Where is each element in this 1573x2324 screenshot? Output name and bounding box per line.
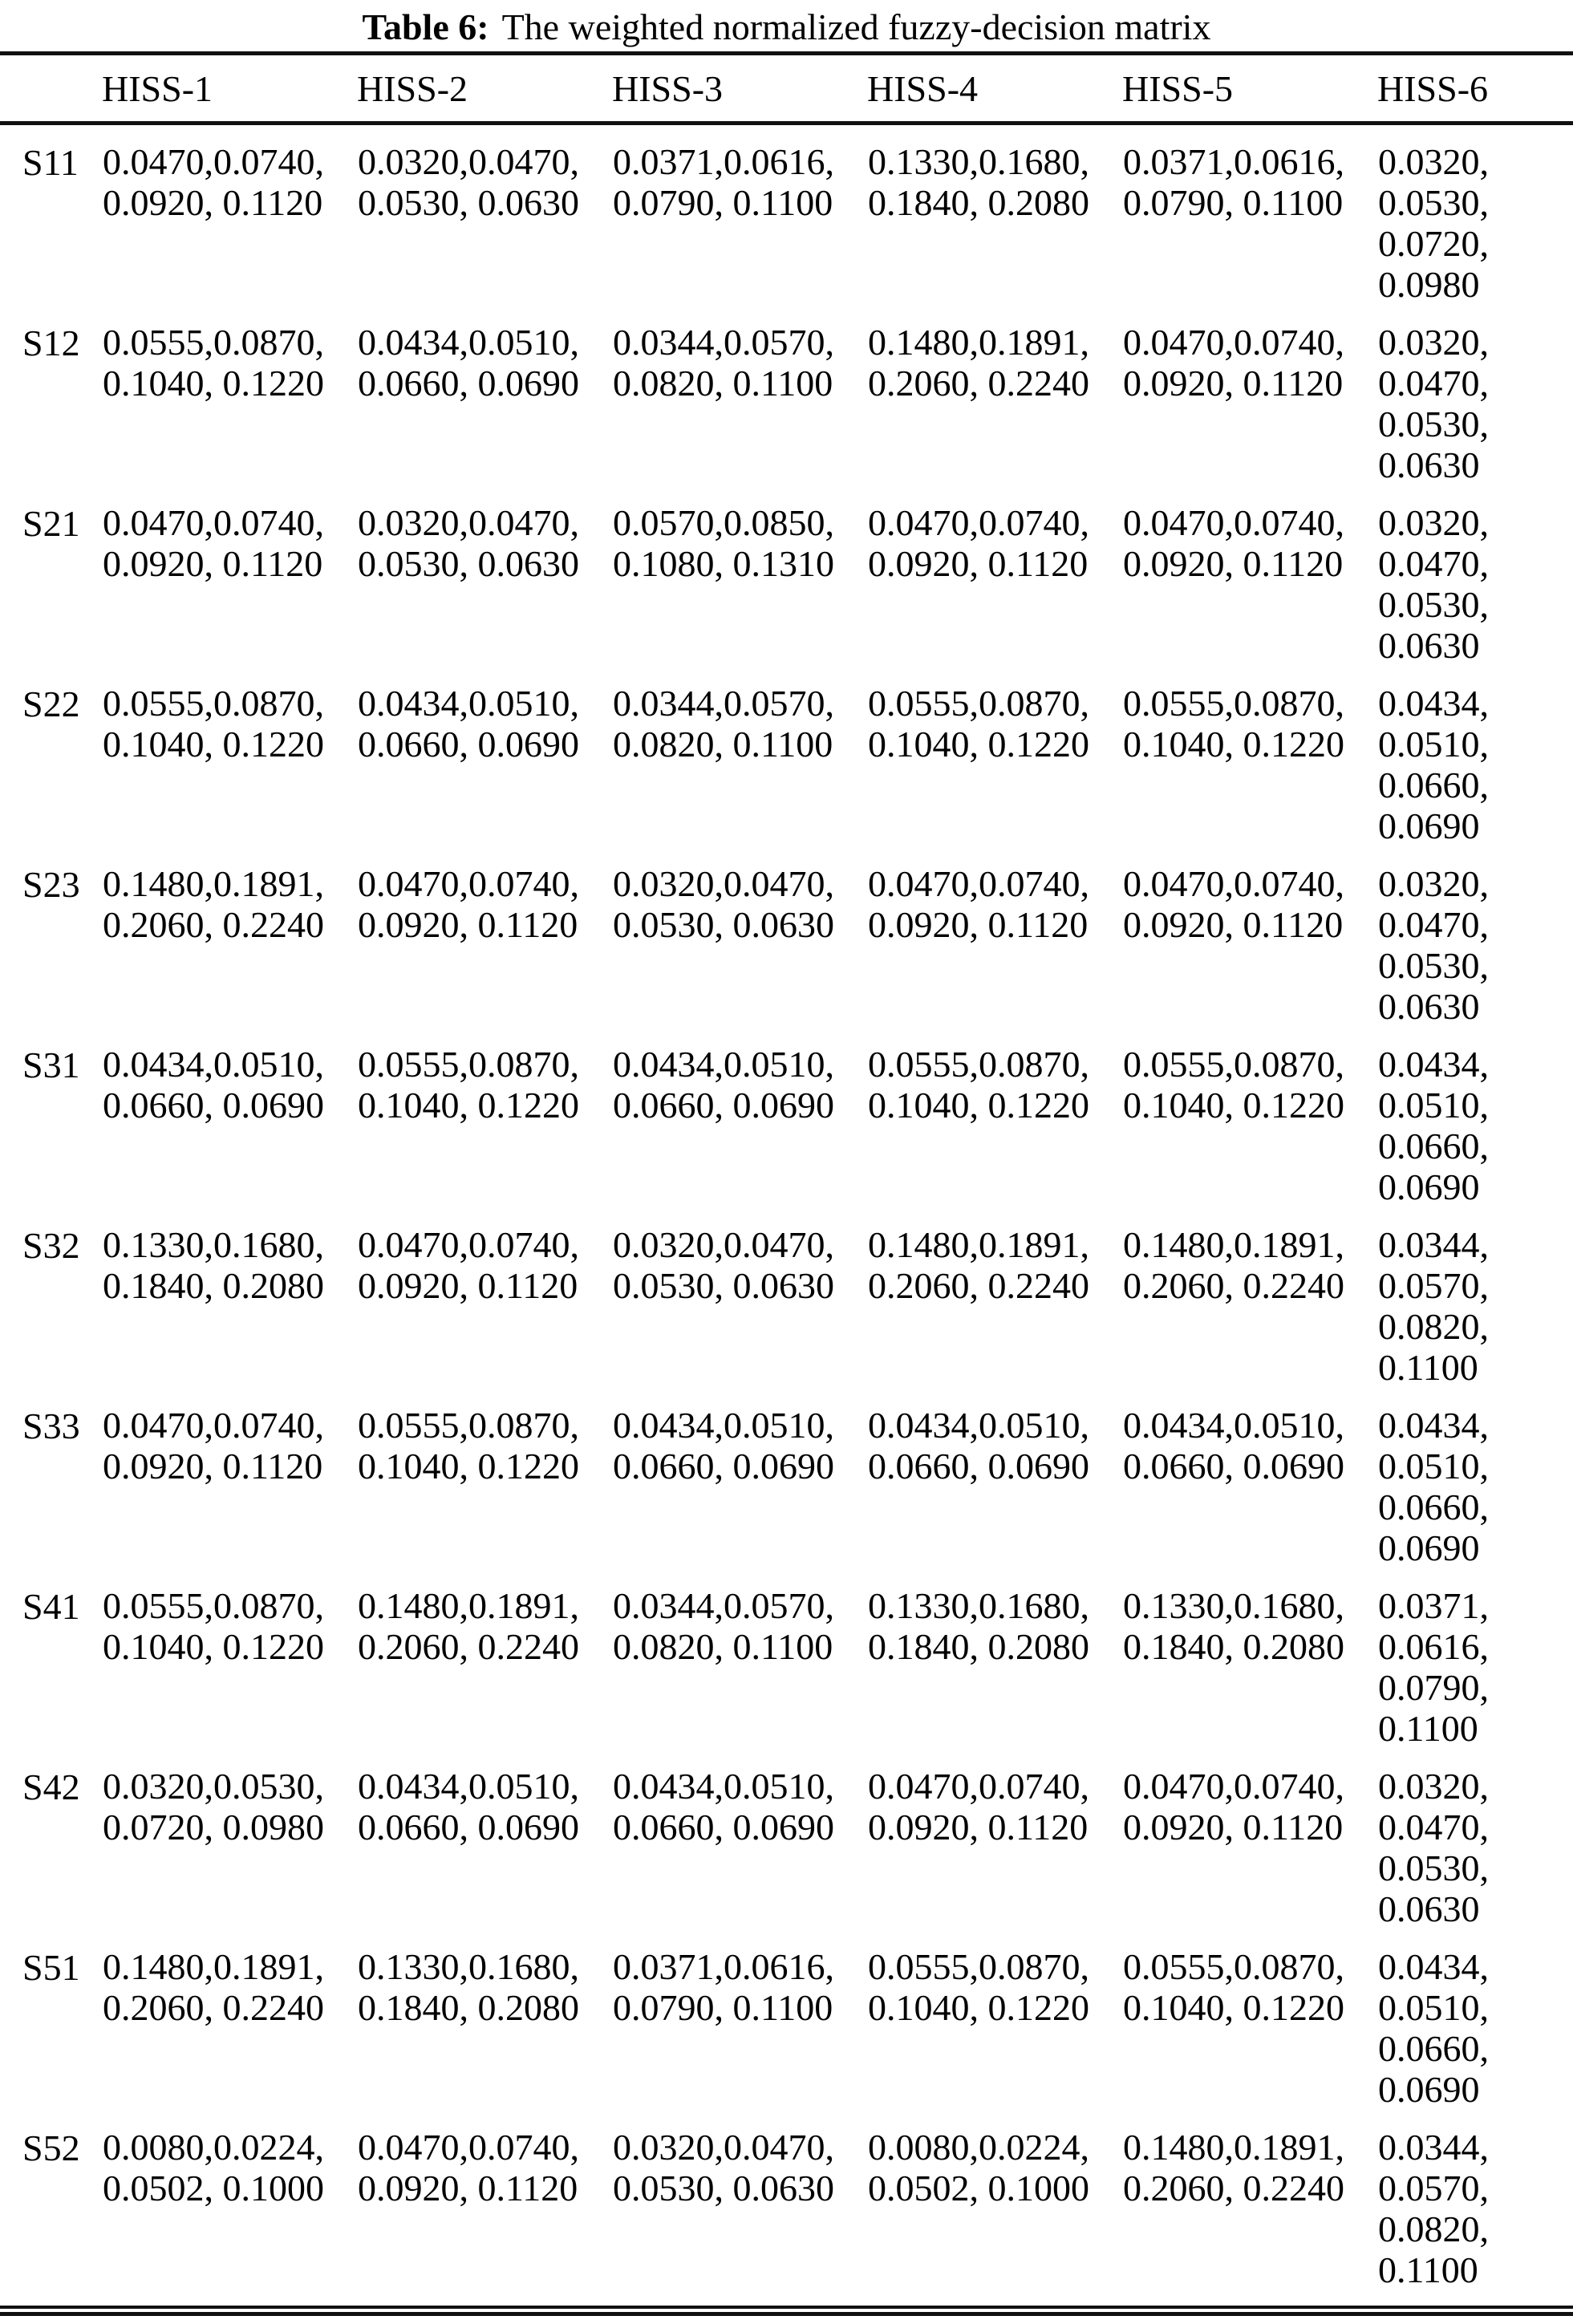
cell-line: 0.0434, [1378,1044,1489,1085]
matrix-cell [612,486,867,667]
cell-line: 0.1840, 0.2080 [1123,1626,1344,1667]
cell-line: 0.0820, 0.1100 [613,1626,833,1667]
cell-line: 0.1840, 0.2080 [868,182,1089,223]
cell-line: 0.0530, 0.0630 [613,1265,834,1306]
cell-line: 0.1040, 0.1220 [868,1085,1089,1125]
cell-line: 0.0510, [1378,1987,1489,2028]
matrix-cell [867,1750,1122,1930]
cell-line: 0.1040, 0.1220 [1123,724,1344,765]
cell-line: 0.1040, 0.1220 [358,1446,579,1486]
cell-line: 0.0470,0.0740, [358,1224,579,1265]
cell-line: 0.0920, 0.1120 [103,182,323,223]
cell-line: 0.0530, [1378,1847,1489,1888]
matrix-cell [102,1208,357,1389]
header-row [0,54,1573,124]
cell-line: 0.0660, 0.0690 [868,1446,1089,1486]
cell-line: 0.0320, [1378,1766,1489,1807]
cell-line: 0.0660, 0.0690 [613,1446,834,1486]
matrix-cell [357,1569,612,1750]
table-row [0,1208,1573,1389]
matrix-cell [1377,486,1573,667]
cell-line: 0.1480,0.1891, [1123,2127,1344,2168]
matrix-cell [357,1028,612,1208]
row-label: S41 [22,1586,80,1627]
cell-line: 0.1330,0.1680, [358,1946,579,1987]
cell-line: 0.0371, [1378,1585,1489,1626]
matrix-cell [1122,1028,1377,1208]
cell-line: 0.1040, 0.1220 [358,1085,579,1125]
cell-line: 0.0530, [1378,404,1489,444]
matrix-cell [867,667,1122,847]
table-row [0,2111,1573,2291]
cell-line: 0.0470,0.0740, [103,141,324,182]
cell-line: 0.0660, 0.0690 [103,1085,324,1125]
cell-line: 0.0434,0.0510, [358,1766,579,1807]
cell-line: 0.1330,0.1680, [868,1585,1089,1626]
cell-line: 0.0344,0.0570, [613,683,834,724]
matrix-cell [102,667,357,847]
matrix-cell [357,1208,612,1389]
matrix-cell [1122,1569,1377,1750]
cell-line: 0.0660, 0.0690 [613,1807,834,1847]
matrix-cell [612,1389,867,1569]
cell-line: 0.0470,0.0740, [358,863,579,904]
cell-line: 0.0660, 0.0690 [1123,1446,1344,1486]
cell-line: 0.2060, 0.2240 [103,1987,324,2028]
cell-line: 0.0434,0.0510, [358,322,579,363]
matrix-cell [867,1930,1122,2111]
row-label: S32 [22,1225,80,1266]
cell-line: 0.0690 [1378,2069,1480,2110]
cell-line: 0.0690 [1378,1166,1480,1207]
matrix-cell [612,847,867,1028]
cell-line: 0.0320, [1378,322,1489,363]
cell-line: 0.0470,0.0740, [103,1405,324,1446]
cell-line: 0.0510, [1378,1085,1489,1125]
cell-line: 0.0920, 0.1120 [1123,1807,1344,1847]
table-row [0,124,1573,306]
cell-line: 0.0470, [1378,363,1489,404]
cell-line: 0.0570,0.0850, [613,502,834,543]
cell-line: 0.1330,0.1680, [868,141,1089,182]
cell-line: 0.1840, 0.2080 [868,1626,1089,1667]
matrix-cell [102,847,357,1028]
cell-line: 0.0660, [1378,1486,1489,1527]
cell-line: 0.0434,0.0510, [613,1405,834,1446]
matrix-cell [1377,1389,1573,1569]
cell-line: 0.0690 [1378,805,1480,846]
matrix-cell [612,1930,867,2111]
cell-line: 0.1040, 0.1220 [103,363,324,404]
table-row [0,486,1573,667]
matrix-cell [357,667,612,847]
cell-line: 0.0470, [1378,543,1489,584]
cell-line: 0.0920, 0.1120 [358,1265,578,1306]
cell-line: 0.0470,0.0740, [1123,502,1344,543]
column-header: HISS-6 [1377,54,1573,124]
cell-line: 0.1040, 0.1220 [868,1987,1089,2028]
cell-line: 0.0820, 0.1100 [613,363,833,404]
cell-line: 0.0470,0.0740, [103,502,324,543]
matrix-cell [102,306,357,486]
table-caption-text: The weighted normalized fuzzy-decision matrix [501,6,1211,47]
cell-line: 0.0530, 0.0630 [358,182,579,223]
cell-line: 0.0434,0.0510, [103,1044,324,1085]
cell-line: 0.0555,0.0870, [358,1044,579,1085]
matrix-cell [1122,2111,1377,2291]
cell-line: 0.0080,0.0224, [868,2127,1089,2168]
column-header: HISS-2 [357,54,612,124]
cell-line: 0.0434, [1378,683,1489,724]
cell-line: 0.0920, 0.1120 [868,543,1089,584]
row-label: S22 [22,683,80,724]
row-label: S42 [22,1766,80,1807]
cell-line: 0.0790, 0.1100 [613,1987,833,2028]
cell-line: 0.0502, 0.1000 [103,2168,324,2208]
cell-line: 0.0790, 0.1100 [1123,182,1344,223]
matrix-cell [102,1569,357,1750]
fuzzy-decision-matrix-table [0,51,1573,2291]
cell-line: 0.0660, [1378,1125,1489,1166]
matrix-cell [357,847,612,1028]
cell-line: 0.0555,0.0870, [358,1405,579,1446]
bottom-double-rule [0,2306,1573,2316]
cell-line: 0.0470,0.0740, [868,502,1089,543]
cell-line: 0.0920, 0.1120 [358,2168,578,2208]
column-header: HISS-5 [1122,54,1377,124]
cell-line: 0.0820, [1378,2208,1489,2249]
cell-line: 0.1840, 0.2080 [103,1265,324,1306]
cell-line: 0.0555,0.0870, [1123,1044,1344,1085]
cell-line: 0.0344,0.0570, [613,1585,834,1626]
cell-line: 0.1480,0.1891, [358,1585,579,1626]
cell-line: 0.0720, [1378,223,1489,264]
table-row [0,1930,1573,2111]
matrix-cell [102,1028,357,1208]
matrix-cell [102,124,357,306]
matrix-cell [357,1750,612,1930]
cell-line: 0.0555,0.0870, [868,683,1089,724]
cell-line: 0.0434, [1378,1946,1489,1987]
cell-line: 0.0344,0.0570, [613,322,834,363]
cell-line: 0.1040, 0.1220 [1123,1085,1344,1125]
cell-line: 0.0980 [1378,264,1480,305]
cell-line: 0.0320,0.0530, [103,1766,324,1807]
matrix-cell [612,1028,867,1208]
matrix-cell [867,1028,1122,1208]
row-label: S51 [22,1947,80,1988]
matrix-cell [1122,1930,1377,2111]
matrix-cell [1377,2111,1573,2291]
cell-line: 0.0320,0.0470, [613,863,834,904]
cell-line: 0.0630 [1378,444,1480,485]
matrix-cell [357,306,612,486]
matrix-cell [1122,306,1377,486]
matrix-cell [1377,124,1573,306]
cell-line: 0.0570, [1378,1265,1489,1306]
cell-line: 0.0790, [1378,1667,1489,1708]
cell-line: 0.0660, 0.0690 [358,1807,579,1847]
cell-line: 0.0320,0.0470, [613,1224,834,1265]
matrix-cell [357,1389,612,1569]
cell-line: 0.0530, [1378,945,1489,986]
table-caption [0,0,1573,51]
cell-line: 0.0630 [1378,625,1480,666]
cell-line: 0.1100 [1378,1347,1478,1388]
row-label: S12 [22,322,80,363]
matrix-cell [867,1569,1122,1750]
cell-line: 0.0660, 0.0690 [358,363,579,404]
cell-line: 0.0790, 0.1100 [613,182,833,223]
cell-line: 0.0555,0.0870, [103,322,324,363]
cell-line: 0.0434,0.0510, [868,1405,1089,1446]
cell-line: 0.1480,0.1891, [103,863,324,904]
cell-line: 0.1100 [1378,1708,1478,1749]
table-row [0,1750,1573,1930]
matrix-cell [867,124,1122,306]
cell-line: 0.0555,0.0870, [103,683,324,724]
matrix-cell [612,306,867,486]
cell-line: 0.0371,0.0616, [613,1946,834,1987]
cell-line: 0.0470,0.0740, [868,863,1089,904]
cell-line: 0.0555,0.0870, [103,1585,324,1626]
row-label: S23 [22,864,80,905]
cell-line: 0.2060, 0.2240 [868,1265,1089,1306]
matrix-cell [1377,847,1573,1028]
cell-line: 0.0920, 0.1120 [103,1446,323,1486]
matrix-cell [1122,124,1377,306]
cell-line: 0.0434, [1378,1405,1489,1446]
row-label: S11 [22,142,79,183]
matrix-cell [1122,1750,1377,1930]
cell-line: 0.1100 [1378,2249,1478,2290]
matrix-cell [357,1930,612,2111]
cell-line: 0.0470,0.0740, [1123,1766,1344,1807]
cell-line: 0.1080, 0.1310 [613,543,834,584]
cell-line: 0.1040, 0.1220 [103,1626,324,1667]
matrix-cell [1377,1569,1573,1750]
column-header: HISS-3 [612,54,867,124]
cell-line: 0.0820, 0.1100 [613,724,833,765]
matrix-cell [1377,1208,1573,1389]
cell-line: 0.0320,0.0470, [358,502,579,543]
cell-line: 0.0920, 0.1120 [103,543,323,584]
cell-line: 0.0434,0.0510, [1123,1405,1344,1446]
cell-line: 0.0510, [1378,1446,1489,1486]
cell-line: 0.0470, [1378,904,1489,945]
cell-line: 0.0555,0.0870, [868,1946,1089,1987]
cell-line: 0.2060, 0.2240 [1123,2168,1344,2208]
table-row [0,1569,1573,1750]
row-label: S33 [22,1405,80,1446]
matrix-cell [867,2111,1122,2291]
matrix-cell [102,1389,357,1569]
matrix-cell [867,1208,1122,1389]
row-label: S21 [22,503,80,544]
matrix-cell [1122,1208,1377,1389]
cell-line: 0.0530, [1378,182,1489,223]
table-row [0,1028,1573,1208]
matrix-cell [612,1208,867,1389]
matrix-cell [357,124,612,306]
cell-line: 0.0530, 0.0630 [358,543,579,584]
cell-line: 0.0470,0.0740, [1123,322,1344,363]
matrix-cell [867,486,1122,667]
matrix-cell [612,2111,867,2291]
table-row [0,306,1573,486]
cell-line: 0.0344, [1378,1224,1489,1265]
row-label: S31 [22,1044,80,1085]
cell-line: 0.0080,0.0224, [103,2127,324,2168]
cell-line: 0.0555,0.0870, [868,1044,1089,1085]
cell-line: 0.1480,0.1891, [868,1224,1089,1265]
cell-line: 0.0920, 0.1120 [868,904,1089,945]
cell-line: 0.0555,0.0870, [1123,1946,1344,1987]
matrix-cell [1122,667,1377,847]
cell-line: 0.0690 [1378,1527,1480,1568]
matrix-cell [1122,1389,1377,1569]
matrix-cell [1377,1930,1573,2111]
cell-line: 0.0920, 0.1120 [868,1807,1089,1847]
cell-line: 0.0660, 0.0690 [613,1085,834,1125]
cell-line: 0.0371,0.0616, [613,141,834,182]
cell-line: 0.0320,0.0470, [358,141,579,182]
cell-line: 0.2060, 0.2240 [1123,1265,1344,1306]
cell-line: 0.0434,0.0510, [613,1044,834,1085]
matrix-cell [102,1930,357,2111]
cell-line: 0.0920, 0.1120 [1123,543,1344,584]
cell-line: 0.0530, 0.0630 [613,2168,834,2208]
cell-line: 0.0470,0.0740, [358,2127,579,2168]
cell-line: 0.1040, 0.1220 [103,724,324,765]
matrix-body [0,124,1573,2292]
cell-line: 0.0470,0.0740, [1123,863,1344,904]
cell-line: 0.1480,0.1891, [103,1946,324,1987]
matrix-cell [612,1569,867,1750]
cell-line: 0.1480,0.1891, [868,322,1089,363]
header-spacer [0,54,102,124]
cell-line: 0.1330,0.1680, [103,1224,324,1265]
cell-line: 0.0371,0.0616, [1123,141,1344,182]
cell-line: 0.0502, 0.1000 [868,2168,1089,2208]
cell-line: 0.1330,0.1680, [1123,1585,1344,1626]
cell-line: 0.2060, 0.2240 [103,904,324,945]
cell-line: 0.1480,0.1891, [1123,1224,1344,1265]
cell-line: 0.0920, 0.1120 [1123,363,1344,404]
table-row [0,1389,1573,1569]
table-caption-number: Table 6: [362,6,489,47]
cell-line: 0.0344, [1378,2127,1489,2168]
cell-line: 0.0720, 0.0980 [103,1807,324,1847]
cell-line: 0.0320,0.0470, [613,2127,834,2168]
matrix-cell [357,486,612,667]
cell-line: 0.0434,0.0510, [613,1766,834,1807]
matrix-cell [1377,1750,1573,1930]
cell-line: 0.2060, 0.2240 [868,363,1089,404]
cell-line: 0.0920, 0.1120 [1123,904,1344,945]
table-row [0,667,1573,847]
matrix-cell [612,667,867,847]
cell-line: 0.0820, [1378,1306,1489,1347]
column-header: HISS-1 [102,54,357,124]
cell-line: 0.0660, [1378,2028,1489,2069]
cell-line: 0.0660, [1378,765,1489,805]
row-label: S52 [22,2127,80,2168]
cell-line: 0.0530, [1378,584,1489,625]
cell-line: 0.0470,0.0740, [868,1766,1089,1807]
table-row [0,847,1573,1028]
cell-line: 0.0470, [1378,1807,1489,1847]
cell-line: 0.0320, [1378,502,1489,543]
cell-line: 0.0555,0.0870, [1123,683,1344,724]
matrix-cell [1377,667,1573,847]
cell-line: 0.2060, 0.2240 [358,1626,579,1667]
cell-line: 0.0630 [1378,986,1480,1027]
matrix-cell [867,1389,1122,1569]
matrix-cell [1377,1028,1573,1208]
cell-line: 0.0320, [1378,863,1489,904]
cell-line: 0.1840, 0.2080 [358,1987,579,2028]
cell-line: 0.0616, [1378,1626,1489,1667]
cell-line: 0.0510, [1378,724,1489,765]
cell-line: 0.0630 [1378,1888,1480,1929]
matrix-cell [612,1750,867,1930]
cell-line: 0.0660, 0.0690 [358,724,579,765]
cell-line: 0.0320, [1378,141,1489,182]
matrix-cell [102,2111,357,2291]
matrix-cell [867,306,1122,486]
cell-line: 0.0920, 0.1120 [358,904,578,945]
matrix-cell [612,124,867,306]
matrix-cell [357,2111,612,2291]
matrix-cell [1377,306,1573,486]
matrix-cell [867,847,1122,1028]
cell-line: 0.0570, [1378,2168,1489,2208]
cell-line: 0.1040, 0.1220 [1123,1987,1344,2028]
matrix-cell [102,486,357,667]
matrix-cell [1122,847,1377,1028]
cell-line: 0.1040, 0.1220 [868,724,1089,765]
cell-line: 0.0434,0.0510, [358,683,579,724]
column-header: HISS-4 [867,54,1122,124]
matrix-cell [102,1750,357,1930]
matrix-cell [1122,486,1377,667]
cell-line: 0.0530, 0.0630 [613,904,834,945]
